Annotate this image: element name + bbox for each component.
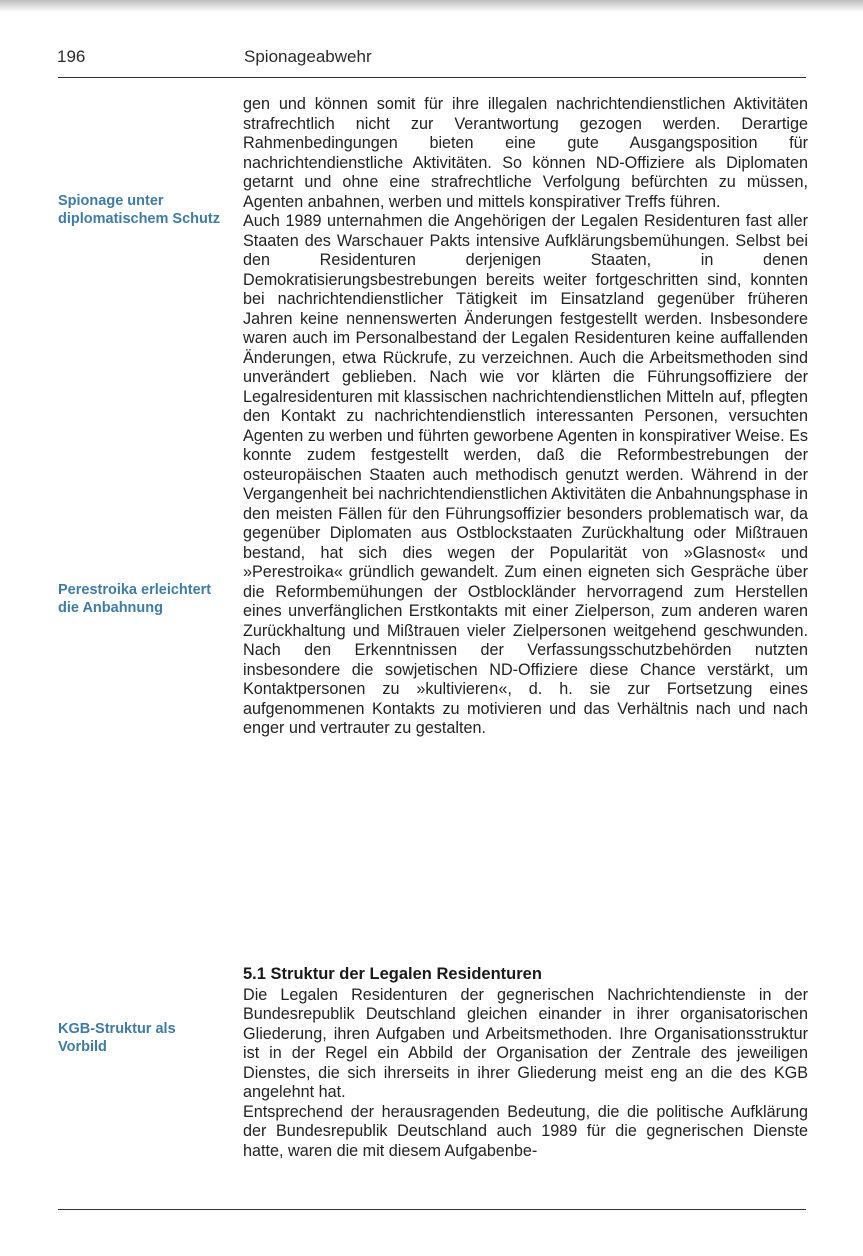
page-number: 196	[57, 47, 86, 66]
margin-note-kgb-structure: KGB-Struktur als Vorbild	[58, 1021, 176, 1055]
paragraph: Entsprechend der herausragenden Bedeutung, die die politische Aufklärung der Bundesrepublik Deutschland auch 1989 für die gegnerischen Dienste hatte, waren die mit diesem Aufgabenbe-	[243, 1102, 808, 1160]
footer-rule	[58, 1209, 806, 1210]
scan-edge-shadow	[0, 0, 863, 12]
paragraph: Die Legalen Residenturen der gegnerischen Nachrichtendienste in der Bundesrepublik Deutschland gleichen einander in ihrer organisatorischen Gliederung, ihren Aufgaben und Arbeitsmethoden. Ihre Organisationsstruktur ist in der Regel ein Abbild der Organisation der Zentrale des jeweiligen Dienstes, die sich ihrerseits in ihrer Gliederung meist eng an die des KGB angelehnt hat.	[243, 985, 808, 1101]
section-5-1	[243, 965, 808, 1161]
running-header: Spionageabwehr	[244, 47, 372, 66]
paragraph: Auch 1989 unternahmen die Angehörigen der Legalen Residenturen fast aller Staaten des Warschauer Pakts intensive Aufklärungsbemühungen. Selbst bei den Residenturen derjenigen Staaten, in denen Demokratisierungsbestrebungen bereits weiter fortgeschritten sind, konnten bei nachrichtendienstlicher Tätigkeit im Einsatzland gegenüber früheren Jahren keine nennenswerten Änderungen festgestellt werden. Insbesondere waren auch im Personalbestand der Legalen Residenturen keine auffallenden Änderungen, etwa Rückrufe, zu verzeichnen. Auch die Arbeitsmethoden sind unverändert geblieben. Nach wie vor klärten die Führungsoffiziere der Legalresidenturen mit klassischen nachrichtendienstlichen Mitteln auf, pflegten den Kontakt zu nachrichtendienstlich interessanten Personen, versuchten Agenten zu werben und führten geworbene Agenten in konspirativer Weise. Es konnte zudem festgestellt werden, daß die Reformbestrebungen der osteuropäischen Staaten auch methodisch genutzt werden. Während in der Vergangenheit bei nachrichtendienstlichen Aktivitäten die Anbahnungsphase in den meisten Fällen für den Führungsoffizier besonders problematisch war, da gegenüber Diplomaten aus Ostblockstaaten Zurückhaltung oder Mißtrauen bestand, hat sich dies wegen der Popularität von »Glasnost« und »Perestroika« gründlich gewandelt. Zum einen eigneten sich Gespräche über die Reformbemühungen der Ostblockländer hervorragend zum Herstellen eines unverfänglichen Erstkontakts mit einer Zielperson, zum anderen waren Zurückhaltung und Mißtrauen vieler Zielpersonen weitgehend geschwunden. Nach den Erkenntnissen der Verfassungsschutzbehörden nutzten insbesondere die sowjetischen ND-Offiziere diese Chance verstärkt, um Kontaktpersonen zu »kultivieren«, d. h. sie zur Fortsetzung eines aufgenommenen Kontakts zu motivieren und das Verhältnis nach und nach enger und vertrauter zu gestalten.	[243, 212, 808, 737]
margin-note-diplomatic-cover: Spionage unter diplomatischem Schutz	[58, 193, 220, 227]
section-heading: 5.1 Struktur der Legalen Residenturen	[243, 965, 542, 983]
paragraph: gen und können somit für ihre illegalen nachrichtendienstlichen Aktivitäten strafrechtlich nicht zur Verantwortung gezogen werden. Derartige Rahmenbedingungen bieten eine gute Ausgangsposition für nachrichtendienstliche Aktivitäten. So können ND-Offiziere als Diplomaten getarnt und ohne eine strafrechtliche Verfolgung befürchten zu müssen, Agenten anbahnen, werben und mittels konspirativer Treffs führen.	[243, 95, 808, 211]
margin-note-perestroika: Perestroika erleichtert die Anbahnung	[58, 582, 212, 616]
header-rule	[58, 77, 806, 78]
body-text-upper	[243, 95, 808, 739]
